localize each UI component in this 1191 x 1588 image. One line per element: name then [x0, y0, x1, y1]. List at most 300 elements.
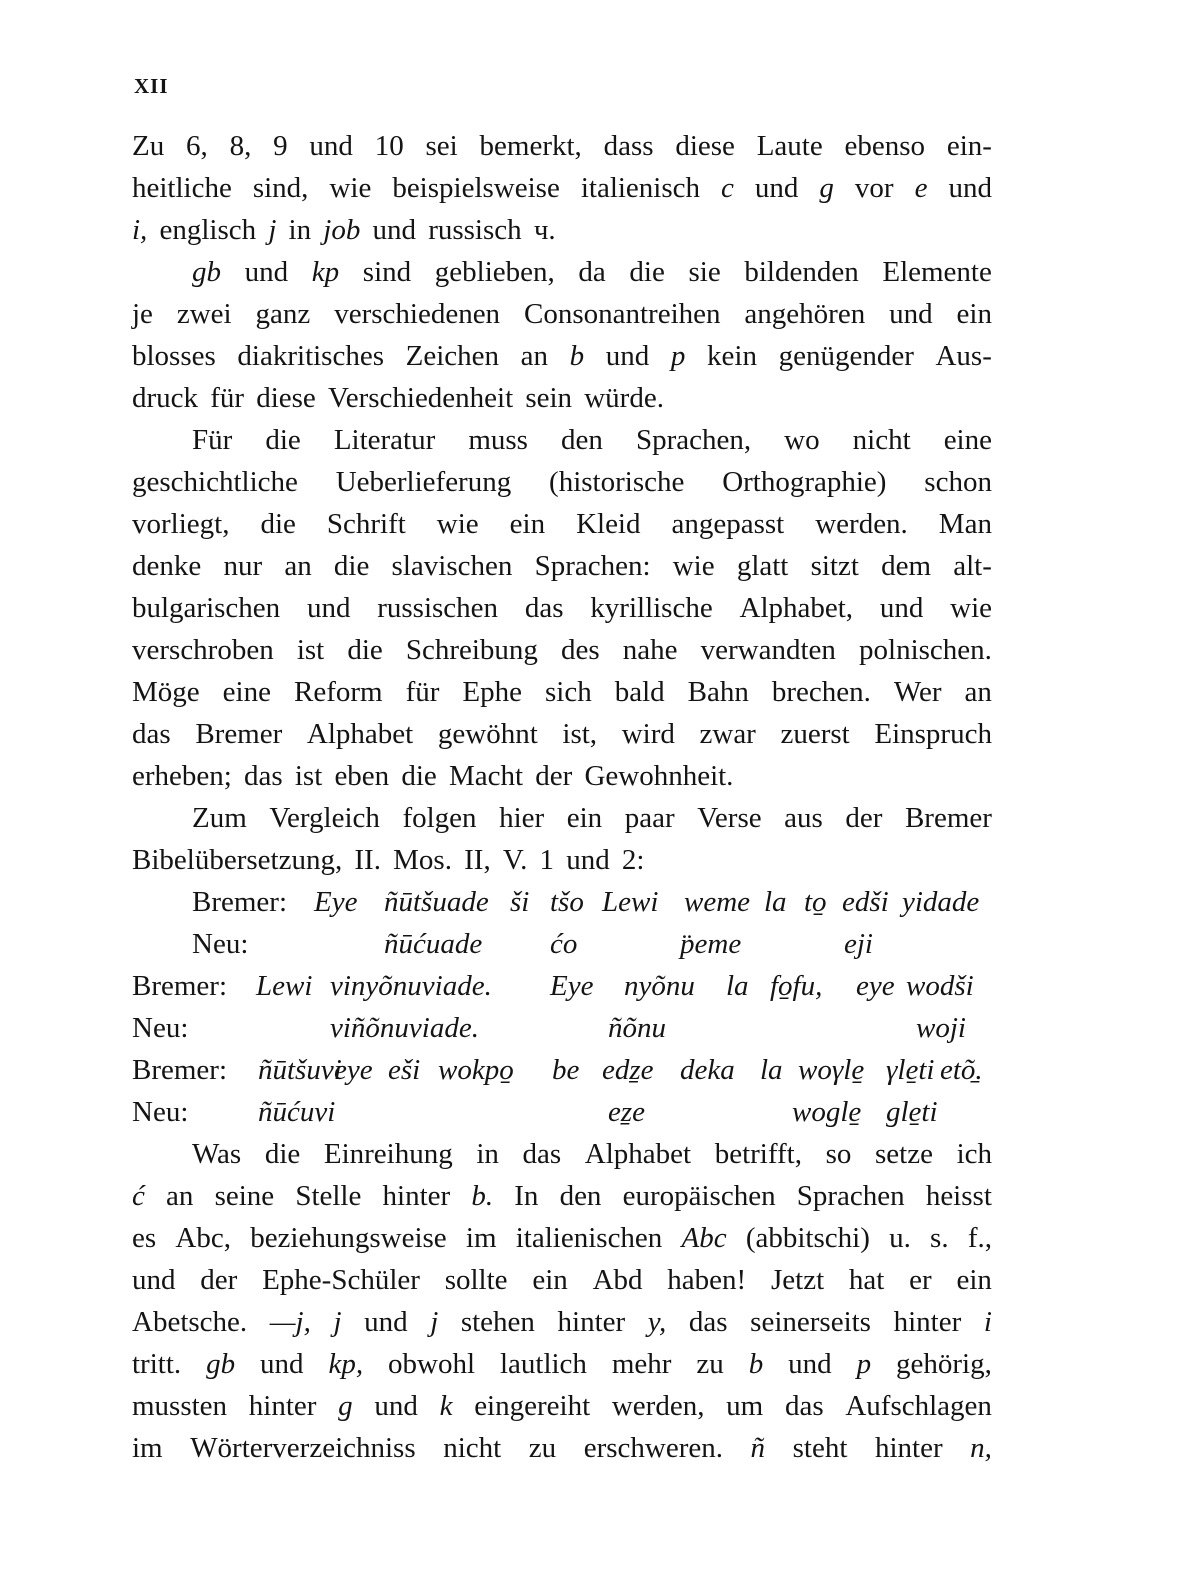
word: Ueberlieferung: [335, 466, 512, 498]
word: bulgarischen: [132, 592, 281, 624]
word: Verschiedenheit: [327, 382, 514, 414]
word: ein: [532, 1264, 568, 1296]
word: sollte: [444, 1264, 508, 1296]
word: s.: [930, 1222, 949, 1254]
comparison-word: woγle̱: [798, 1054, 865, 1086]
word: ein-: [946, 130, 992, 162]
word: Bibelübersetzung,: [132, 844, 343, 876]
word: wie: [950, 592, 992, 624]
word: da: [578, 256, 606, 288]
comparison-label: Neu:: [132, 1012, 189, 1044]
word: Orthographie): [722, 466, 887, 498]
text-line: [132, 629, 992, 671]
word: (abbitschi): [745, 1222, 870, 1254]
word: Sprachen,: [635, 424, 752, 456]
word: b.: [471, 1180, 494, 1212]
word: und: [788, 1348, 832, 1380]
text-line: [132, 1301, 992, 1343]
word: nahe: [622, 634, 678, 666]
word: heitliche: [132, 172, 232, 204]
word: b: [748, 1348, 764, 1380]
word: Abetsche.: [132, 1306, 248, 1338]
word: hier: [499, 802, 545, 834]
word: beziehungsweise: [250, 1222, 447, 1254]
word: II.: [354, 844, 381, 876]
word: Gewohnheit.: [584, 760, 734, 792]
word: polnischen.: [859, 634, 992, 666]
comparison-word: wokpo̱: [438, 1054, 514, 1086]
word: vor: [854, 172, 894, 204]
word: Literatur: [333, 424, 436, 456]
word: lautlich: [499, 1348, 587, 1380]
word: alt-: [953, 550, 992, 582]
word: c: [721, 172, 734, 204]
word: Was: [192, 1138, 242, 1170]
word: vorliegt,: [132, 508, 230, 540]
word: die: [333, 550, 370, 582]
word: 9: [273, 130, 288, 162]
word: sind: [362, 256, 412, 288]
comparison-word: la: [760, 1054, 783, 1086]
word: verschiedenen: [334, 298, 501, 330]
word: j: [268, 214, 277, 246]
word: und: [306, 592, 351, 624]
word: Elemente: [882, 256, 992, 288]
word: angepasst: [671, 508, 785, 540]
text-line: [132, 293, 992, 335]
word: russisch: [428, 214, 522, 246]
word: sitzt: [810, 550, 859, 582]
comparison-row: [132, 965, 992, 1007]
word: wird: [621, 718, 675, 750]
word: ч.: [533, 214, 556, 246]
word: Vergleich: [269, 802, 380, 834]
word: gb: [206, 1348, 236, 1380]
comparison-row: [132, 1049, 992, 1091]
word: Laute: [756, 130, 823, 162]
word: Einreihung: [323, 1138, 453, 1170]
word: das: [784, 1390, 824, 1422]
word: zwei: [176, 298, 232, 330]
word: haben!: [667, 1264, 747, 1296]
word: hat: [848, 1264, 885, 1296]
word: Zeichen: [405, 340, 500, 372]
word: ich: [956, 1138, 992, 1170]
comparison-label: Neu:: [132, 1096, 189, 1128]
word: wie: [436, 508, 479, 540]
comparison-word: deka: [680, 1054, 735, 1086]
word: um: [726, 1390, 764, 1422]
text-line: [132, 335, 992, 377]
word: an: [520, 340, 549, 372]
word: zu: [528, 1432, 557, 1464]
word: werden,: [611, 1390, 705, 1422]
comparison-row: [132, 1007, 992, 1049]
word: II,: [464, 844, 491, 876]
word: diese: [675, 130, 735, 162]
word: diese: [256, 382, 316, 414]
word: Wörterverzeichniss: [190, 1432, 416, 1464]
comparison-word: eši: [388, 1054, 421, 1086]
word: dem: [881, 550, 932, 582]
word: Jetzt: [770, 1264, 825, 1296]
word: slavischen: [391, 550, 513, 582]
word: und: [132, 1264, 176, 1296]
text-line: [132, 209, 992, 251]
word: die: [629, 256, 665, 288]
word: e: [914, 172, 928, 204]
word: paar: [624, 802, 675, 834]
word: Alphabet: [584, 1138, 692, 1170]
word: wie: [329, 172, 372, 204]
word: Ephe-Schüler: [262, 1264, 420, 1296]
comparison-word: eji: [844, 928, 873, 960]
word: k: [439, 1390, 453, 1422]
word: Verse: [697, 802, 762, 834]
word: zuerst: [780, 718, 850, 750]
word: Aufschlagen: [845, 1390, 992, 1422]
word: j: [333, 1306, 342, 1338]
word: erschweren.: [583, 1432, 723, 1464]
word: dass: [603, 130, 654, 162]
word: i: [983, 1306, 992, 1338]
word: und: [754, 172, 799, 204]
body-text: [132, 125, 992, 1469]
word: sie: [688, 256, 721, 288]
comparison-word: Eye: [550, 970, 594, 1002]
word: —j,: [269, 1306, 311, 1338]
word: Abd: [592, 1264, 643, 1296]
comparison-word: ćo: [550, 928, 578, 960]
word: hinter: [893, 1306, 962, 1338]
word: nicht: [852, 424, 911, 456]
comparison-word: eye: [334, 1054, 373, 1086]
word: Consonantreihen: [523, 298, 721, 330]
comparison-word: eẕe: [608, 1096, 646, 1128]
word: denke: [132, 550, 202, 582]
comparison-word: wogle̱: [792, 1096, 862, 1128]
comparison-label: Bremer:: [132, 1054, 228, 1086]
word: f.,: [967, 1222, 992, 1254]
comparison-word: la: [726, 970, 749, 1002]
word: y,: [647, 1306, 667, 1338]
word: eine: [943, 424, 992, 456]
word: für: [210, 382, 245, 414]
word: eben: [334, 760, 390, 792]
comparison-label: Bremer:: [192, 886, 288, 918]
word: geschichtliche: [132, 466, 298, 498]
comparison-label: Neu:: [192, 928, 249, 960]
word: und: [244, 256, 289, 288]
word: europäischen: [622, 1180, 776, 1212]
word: bildenden: [744, 256, 859, 288]
word: druck: [132, 382, 199, 414]
word: er: [909, 1264, 932, 1296]
word: kein: [707, 340, 757, 372]
text-line: [132, 1385, 992, 1427]
word: In: [514, 1180, 539, 1212]
word: hinter: [248, 1390, 317, 1422]
word: der: [535, 760, 573, 792]
text-line: [132, 797, 992, 839]
word: brechen.: [771, 676, 871, 708]
word: job: [323, 214, 361, 246]
comparison-word: Lewi: [602, 886, 659, 918]
word: zwar: [699, 718, 756, 750]
word: aus: [784, 802, 823, 834]
word: Einspruch: [874, 718, 992, 750]
word: ist: [296, 634, 325, 666]
word: p: [670, 340, 686, 372]
word: g: [819, 172, 834, 204]
word: 2:: [621, 844, 645, 876]
word: der: [845, 802, 883, 834]
word: bemerkt,: [479, 130, 582, 162]
word: Sprachen:: [534, 550, 651, 582]
text-line: [132, 419, 992, 461]
text-line: [132, 587, 992, 629]
word: sei: [425, 130, 458, 162]
word: Stelle: [295, 1180, 362, 1212]
word: verschroben: [132, 634, 274, 666]
word: muss: [468, 424, 528, 456]
word: stehen: [460, 1306, 535, 1338]
word: Man: [938, 508, 992, 540]
word: ist,: [562, 718, 598, 750]
word: ein: [509, 508, 546, 540]
comparison-word: yidade: [902, 886, 980, 918]
word: setze: [874, 1138, 933, 1170]
word: die: [260, 508, 296, 540]
word: in: [288, 214, 312, 246]
comparison-word: la: [764, 886, 787, 918]
word: italienischen: [515, 1222, 663, 1254]
word: kyrillische: [590, 592, 713, 624]
word: steht: [792, 1432, 848, 1464]
word: u.: [889, 1222, 911, 1254]
word: würde.: [584, 382, 664, 414]
word: und: [948, 172, 992, 204]
word: es: [132, 1222, 157, 1254]
word: italienisch: [580, 172, 701, 204]
word: eingereiht: [474, 1390, 591, 1422]
word: bald: [614, 676, 665, 708]
word: genügender: [778, 340, 914, 372]
word: gewöhnt: [437, 718, 538, 750]
comparison-word: wodši: [906, 970, 974, 1002]
comparison-word: etõ̱.: [940, 1054, 983, 1086]
word: Mos.: [393, 844, 452, 876]
comparison-word: nyõnu: [624, 970, 695, 1002]
text-line: [132, 755, 992, 797]
word: sind,: [252, 172, 309, 204]
text-line: [132, 545, 992, 587]
word: erheben;: [132, 760, 232, 792]
word: nicht: [443, 1432, 502, 1464]
word: Schrift: [326, 508, 406, 540]
word: werden.: [815, 508, 908, 540]
word: Abc,: [175, 1222, 231, 1254]
word: g: [338, 1390, 353, 1422]
text-line: [132, 1343, 992, 1385]
word: sein: [525, 382, 573, 414]
text-line: [132, 503, 992, 545]
word: b: [569, 340, 585, 372]
word: und: [374, 1390, 418, 1422]
comparison-word: γle̱ti: [886, 1054, 935, 1086]
word: und: [372, 214, 417, 246]
word: das: [524, 592, 564, 624]
word: seine: [214, 1180, 275, 1212]
text-line: [132, 1175, 992, 1217]
word: p: [856, 1348, 872, 1380]
word: ein: [956, 298, 992, 330]
word: Alphabet: [306, 718, 414, 750]
word: tritt.: [132, 1348, 182, 1380]
word: i,: [132, 214, 148, 246]
word: hinter: [557, 1306, 626, 1338]
word: blosses: [132, 340, 216, 372]
text-line: [132, 1133, 992, 1175]
word: V.: [502, 844, 528, 876]
page-number: XII: [134, 74, 169, 98]
word: englisch: [159, 214, 257, 246]
word: betrifft,: [714, 1138, 802, 1170]
word: ñ: [750, 1432, 766, 1464]
word: gehörig,: [896, 1348, 992, 1380]
word: den: [561, 424, 603, 456]
text-line: [132, 377, 992, 419]
word: den: [559, 1180, 602, 1212]
word: folgen: [402, 802, 477, 834]
word: ć: [132, 1180, 145, 1212]
word: glatt: [736, 550, 789, 582]
comparison-word: viñõnuviade.: [330, 1012, 479, 1044]
word: die: [264, 1138, 301, 1170]
comparison-word: p̈eme: [680, 928, 742, 960]
comparison-word: Eye: [314, 886, 358, 918]
word: sich: [545, 676, 592, 708]
word: 1: [539, 844, 555, 876]
word: diakritisches: [237, 340, 384, 372]
word: seinerseits: [750, 1306, 871, 1338]
word: gb: [192, 256, 221, 288]
comparison-word: ñūtšuade: [384, 886, 489, 918]
word: das: [688, 1306, 728, 1338]
comparison-row: [132, 923, 992, 965]
word: ist: [294, 760, 323, 792]
comparison-word: gle̱ti: [886, 1096, 938, 1128]
word: Bahn: [687, 676, 749, 708]
word: kp,: [328, 1348, 364, 1380]
word: ein: [956, 1264, 992, 1296]
comparison-word: edši: [842, 886, 889, 918]
word: Möge: [132, 676, 200, 708]
word: Alphabet,: [739, 592, 854, 624]
comparison-row: [132, 881, 992, 923]
word: in: [476, 1138, 499, 1170]
word: an: [964, 676, 992, 708]
word: 8,: [229, 130, 252, 162]
word: (historische: [549, 466, 685, 498]
word: so: [825, 1138, 852, 1170]
word: Für: [192, 424, 233, 456]
word: im: [132, 1432, 163, 1464]
text-line: [132, 1259, 992, 1301]
word: die: [401, 760, 437, 792]
word: je: [132, 298, 153, 330]
word: Sprachen: [796, 1180, 905, 1212]
word: im: [465, 1222, 497, 1254]
word: nur: [223, 550, 263, 582]
word: das: [132, 718, 171, 750]
word: Abc: [681, 1222, 727, 1254]
word: ebenso: [844, 130, 926, 162]
word: heisst: [925, 1180, 992, 1212]
word: kp: [311, 256, 340, 288]
word: Reform: [293, 676, 383, 708]
word: wo: [784, 424, 820, 456]
text-line: [132, 1427, 992, 1469]
comparison-word: ši: [510, 886, 530, 918]
word: ein: [566, 802, 603, 834]
word: Kleid: [576, 508, 641, 540]
text-line: [132, 1217, 992, 1259]
comparison-word: fo̱fu,: [770, 970, 823, 1002]
word: die: [265, 424, 301, 456]
word: Bremer: [195, 718, 283, 750]
comparison-word: be: [552, 1054, 580, 1086]
word: Aus-: [935, 340, 992, 372]
comparison-label: Bremer:: [132, 970, 228, 1002]
word: und: [605, 340, 650, 372]
word: Schreibung: [405, 634, 538, 666]
word: Zu: [132, 130, 165, 162]
comparison-word: weme: [684, 886, 751, 918]
word: Wer: [893, 676, 942, 708]
text-line: [132, 713, 992, 755]
comparison-word: Lewi: [256, 970, 313, 1002]
word: das: [522, 1138, 562, 1170]
word: russischen: [377, 592, 499, 624]
word: und: [889, 298, 933, 330]
word: ganz: [255, 298, 311, 330]
word: beispielsweise: [392, 172, 560, 204]
word: wie: [672, 550, 715, 582]
word: hinter: [382, 1180, 451, 1212]
text-line: [132, 125, 992, 167]
word: Zum: [192, 802, 247, 834]
word: und: [566, 844, 610, 876]
word: Ephe: [462, 676, 522, 708]
word: und: [309, 130, 353, 162]
word: Macht: [448, 760, 524, 792]
comparison-word: woji: [916, 1012, 966, 1044]
comparison-word: ñūćuade: [384, 928, 483, 960]
text-line: [132, 671, 992, 713]
comparison-word: tšo: [550, 886, 584, 918]
word: n,: [970, 1432, 992, 1464]
text-line: [132, 461, 992, 503]
comparison-word: to̱: [804, 886, 827, 918]
word: schon: [924, 466, 992, 498]
comparison-word: ñõnu: [608, 1012, 666, 1044]
word: und: [364, 1306, 408, 1338]
comparison-word: eye: [856, 970, 895, 1002]
word: und: [260, 1348, 304, 1380]
text-line: [132, 839, 992, 881]
comparison-word: ñūćuvi: [258, 1096, 336, 1128]
